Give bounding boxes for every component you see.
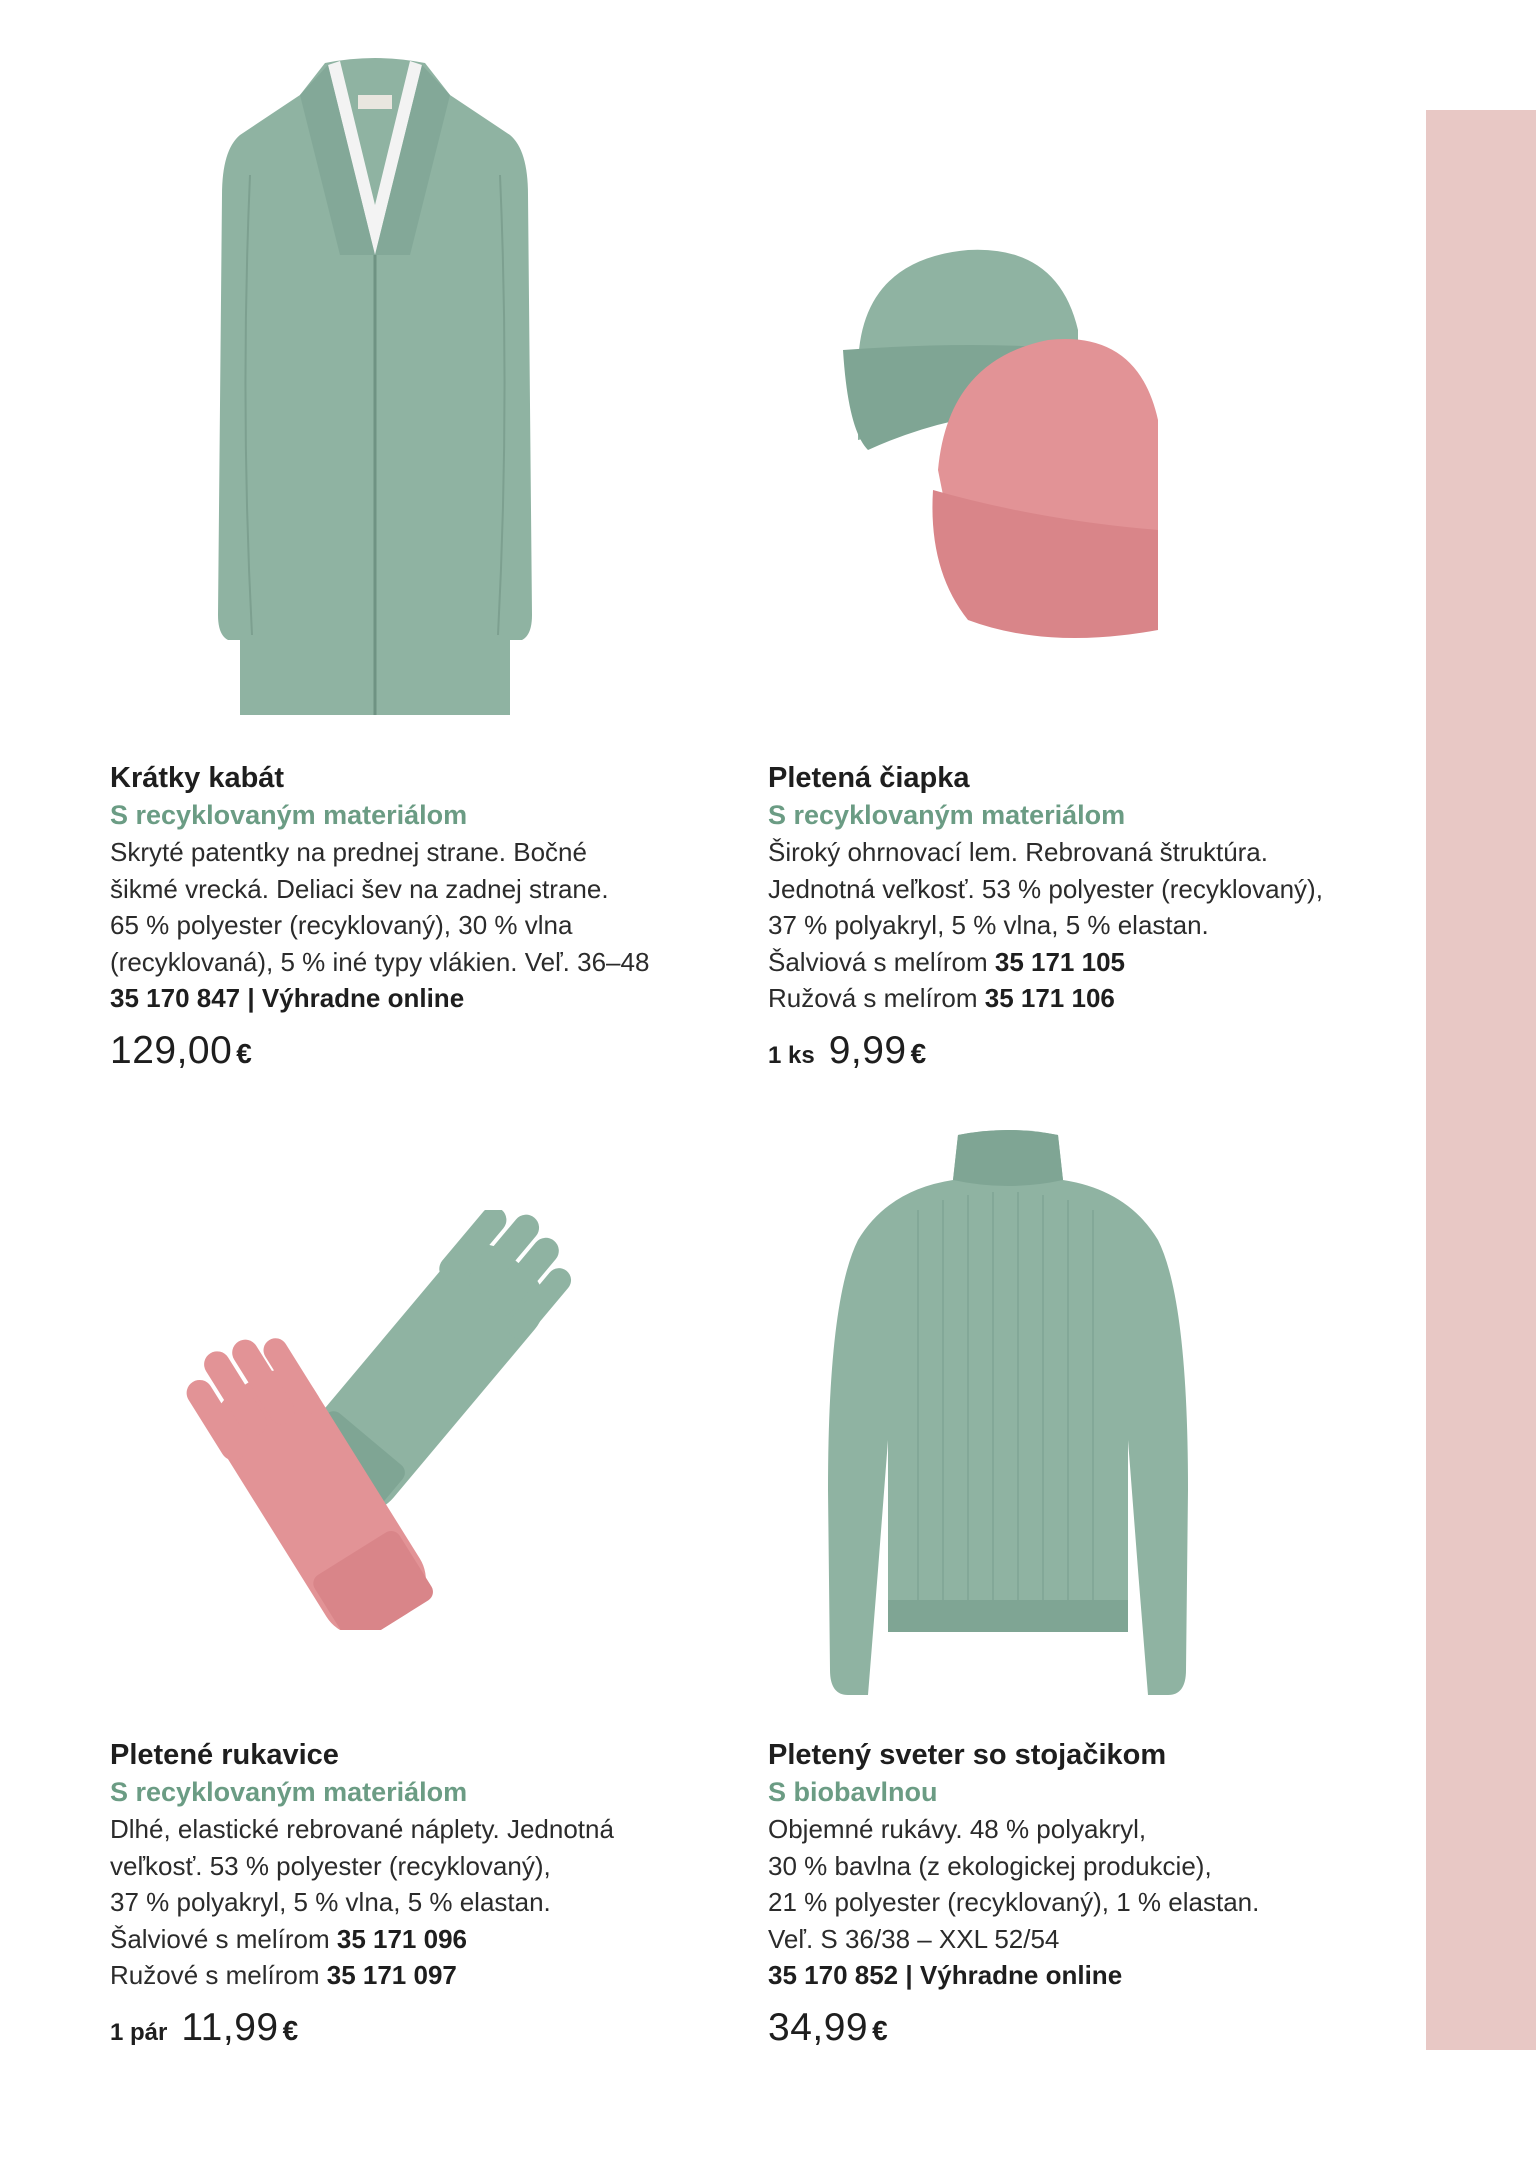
variant-line	[110, 1957, 750, 1994]
product-price: 9,99 €	[828, 1028, 927, 1072]
variant-label: Šalviová s melírom	[768, 946, 988, 977]
online-only-label: Výhradne online	[261, 983, 465, 1013]
product-description: Dlhé, elastické rebrované náplety. Jednotná veľkosť. 53 % polyester (recyklovaný), 37 % polyakryl, 5 % vlna, 5 % elastan.	[110, 1814, 614, 1917]
product-price: 129,00 €	[110, 1028, 253, 1072]
price-row	[110, 1029, 750, 1073]
price-row	[110, 2006, 750, 2050]
variant-code: 35 171 096	[336, 1923, 467, 1954]
product-title: Krátky kabát	[110, 762, 285, 794]
variant-line	[768, 944, 1408, 981]
decorative-side-bar	[1426, 110, 1536, 2050]
price-row	[768, 1029, 1408, 1073]
variant-label: Ružové s melírom	[110, 1960, 320, 1990]
product-price: 11,99 €	[181, 2005, 299, 2049]
product-subtitle: S recyklovaným materiálom	[110, 1777, 468, 1807]
quantity-label: 1 pár	[110, 2018, 168, 2046]
gloves-image	[170, 1210, 610, 1630]
product-price: 34,99 €	[768, 2005, 889, 2049]
price-row	[768, 2006, 1408, 2050]
variant-line	[110, 1921, 750, 1958]
variant-code: 35 171 106	[984, 983, 1115, 1013]
product-title: Pletená čiapka	[768, 762, 970, 794]
product-code: 35 170 852	[768, 1960, 899, 1990]
online-only-label: Výhradne online	[919, 1960, 1123, 1990]
coat-image	[210, 55, 540, 725]
variant-code: 35 171 105	[994, 946, 1125, 977]
product-description: Objemné rukávy. 48 % polyakryl, 30 % bavlna (z ekologickej produkcie), 21 % polyester (recyklovaný), 1 % elastan. Veľ. S 36/38 – XXL 52/54	[768, 1814, 1260, 1954]
variant-label: Ružová s melírom	[768, 983, 978, 1013]
hat-image	[838, 240, 1178, 660]
variant-label: Šalviové s melírom	[110, 1923, 330, 1954]
product-subtitle: S recyklovaným materiálom	[110, 800, 468, 830]
product-description: Skryté patentky na prednej strane. Bočné šikmé vrecká. Deliaci šev na zadnej strane. 65 % polyester (recyklovaný), 30 % vlna (recyklovaná), 5 % iné typy vlákien. Veľ. 36–48	[110, 837, 650, 977]
product-title: Pletené rukavice	[110, 1739, 339, 1771]
separator: |	[247, 983, 255, 1013]
product-subtitle: S biobavlnou	[768, 1777, 938, 1807]
product-code-line	[110, 980, 750, 1017]
product-title: Pletený sveter so stojačikom	[768, 1739, 1167, 1771]
product-code-line	[768, 1957, 1408, 1994]
variant-line	[768, 980, 1408, 1017]
product-code: 35 170 847	[110, 983, 241, 1013]
product-description: Široký ohrnovací lem. Rebrovaná štruktúra. Jednotná veľkosť. 53 % polyester (recyklovaný), 37 % polyakryl, 5 % vlna, 5 % elastan.	[768, 837, 1323, 940]
sweater-image	[808, 1130, 1208, 1710]
product-subtitle: S recyklovaným materiálom	[768, 800, 1126, 830]
separator: |	[905, 1960, 913, 1990]
quantity-label: 1 ks	[768, 1041, 815, 1069]
variant-code: 35 171 097	[326, 1960, 457, 1990]
